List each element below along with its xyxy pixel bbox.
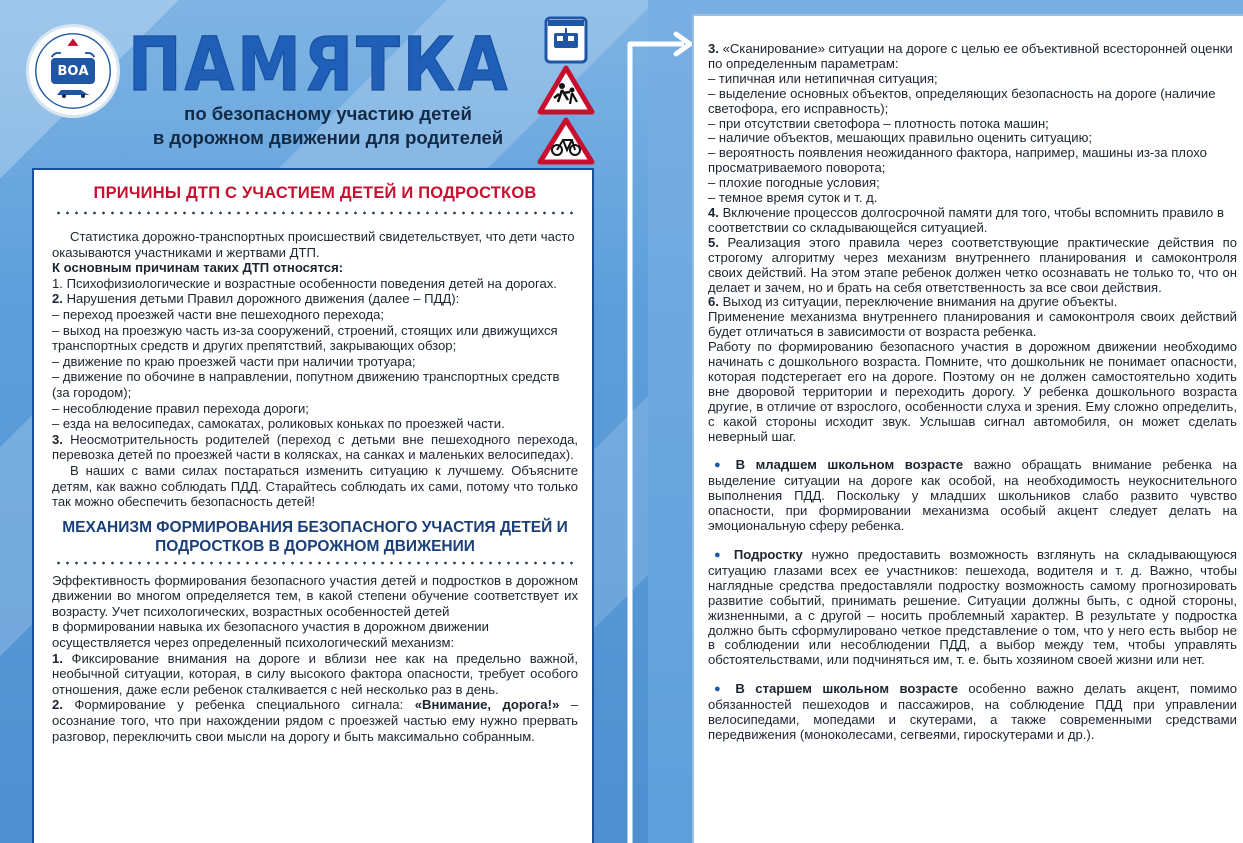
apply-paragraph: Применение механизма внутреннего планирования и самоконтроля своих действий будет отличаться в зависимости от возраста ребенка. bbox=[708, 309, 1237, 340]
efficiency-paragraph: Эффективность формирования безопасного участия детей и подростков в дорожном движении во многом определяется тем, в какой степени обучение соответствует их возрасту. Учет психологических, возрастных особенностей детей bbox=[52, 572, 578, 619]
mechanism-2 bbox=[52, 697, 578, 744]
cause-2-item: – движение по обочине в направлении, попутном движению транспортных средств (за городом); bbox=[52, 369, 560, 400]
junior-school-label: В младшем школьном возрасте bbox=[735, 457, 964, 473]
step-3-item: – при отсутствии светофора – плотность потока машин; bbox=[708, 115, 1049, 131]
road-signs bbox=[532, 16, 596, 166]
step-5 bbox=[708, 236, 1237, 296]
junior-school-text: важно обращать внимание ребенка на выделение ситуации на дороге как особой, на необходимость неукоснительного выполнения ПДД. Поскольку у младших школьников слабо развито чувство опасности, при формировании механизма особый акцент следует делать на эмоциональную сферу ребенка. bbox=[708, 457, 1237, 534]
formation-paragraph: в формировании навыка их безопасного участия в дорожном движении осуществляется через определенный психологический механизм: bbox=[52, 619, 489, 651]
causes-card bbox=[32, 168, 594, 843]
preschool-paragraph: Работу по формированию безопасного участия в дорожном движении необходимо начинать с дошкольного возраста. Помните, что дошкольник не понимает опасности, которая подстерегает его на дороге. Поэтому он не должен самостоятельно ходить вне дворовой территории и переходить дорогу. У ребенка дошкольного возраста другие, в отличие от взрослого, особенности слуха и зрения. Ему сложно определить, с какой стороны исходит звук. Услышав сигнал автомобиля, он может сделать неверный шаг. bbox=[708, 339, 1237, 444]
step-3-num: 3. bbox=[708, 41, 719, 56]
cause-2-item: – выход на проезжую часть из-за сооружений, строений, стоящих или движущихся транспортных средств и других препятствий, закрывающих обзор; bbox=[52, 322, 558, 354]
cause-3-text: Неосмотрительность родителей (переход с детьми вне пешеходного перехода, перевозка детей по проезжей части в колясках, на санках и маленьких велосипедах). bbox=[52, 431, 578, 463]
step-3-item: – наличие объектов, мешающих правильно оценить ситуацию; bbox=[708, 130, 1093, 146]
junior-school-bullet bbox=[708, 458, 1237, 534]
spacer bbox=[708, 668, 1237, 682]
page-title: ПАМЯТКА bbox=[128, 23, 511, 109]
step-6-text: Выход из ситуации, переключение внимания на другие объекты. bbox=[722, 294, 1118, 310]
dotted-divider bbox=[54, 559, 576, 567]
subtitle-line-2: в дорожном движении для родителей bbox=[152, 127, 504, 148]
mechanism-2-num: 2. bbox=[52, 697, 63, 713]
cause-2-text: Нарушения детьми Правил дорожного движения (далее – ПДД): bbox=[66, 291, 460, 307]
step-3-item: – выделение основных объектов, определяющих безопасность на дороге (наличие светофора, его исправность); bbox=[708, 85, 1216, 116]
mechanism-1-num: 1. bbox=[52, 650, 63, 666]
senior-school-label: В старшем школьном возрасте bbox=[735, 681, 958, 697]
mechanism-2-text-c: – осознание того, что при нахождении рядом с проезжей частью ему нужно прервать разговор, переключить свои мысли на дорогу и быть максимально собранным. bbox=[52, 697, 578, 744]
stats-paragraph: Статистика дорожно-транспортных происшествий свидетельствует, что дети часто оказываются участниками и жертвами ДТП. bbox=[52, 229, 575, 260]
step-4-text: Включение процессов долгосрочной памяти для того, чтобы вспомнить правило в соответствии со складывающейся ситуацией. bbox=[708, 204, 1224, 235]
spacer bbox=[708, 444, 1237, 458]
cause-3-num: 3. bbox=[52, 431, 63, 447]
continuation-arrow-icon bbox=[618, 30, 698, 843]
page-subtitle bbox=[128, 102, 528, 150]
logo-badge: ВОА bbox=[51, 58, 95, 84]
tram-stop-sign-icon bbox=[546, 18, 586, 62]
senior-school-bullet bbox=[708, 682, 1237, 743]
cause-2-num: 2. bbox=[52, 291, 63, 307]
cause-3 bbox=[52, 432, 578, 463]
causes-heading: ПРИЧИНЫ ДТП С УЧАСТИЕМ ДЕТЕЙ И ПОДРОСТКОВ bbox=[93, 184, 537, 202]
attention-signal: «Внимание, дорога!» bbox=[414, 697, 560, 713]
bicycle-warning-sign-icon bbox=[540, 120, 592, 162]
logo-ring-icon bbox=[33, 31, 113, 111]
step-3-item: – вероятность появления неожиданного фактора, например, машины из-за плохо просматриваемого поворота; bbox=[708, 145, 1207, 176]
mechanism-1 bbox=[52, 651, 578, 698]
subtitle-line-1: по безопасному участию детей bbox=[184, 103, 472, 124]
children-warning-sign-icon bbox=[540, 68, 592, 112]
voa-logo bbox=[26, 24, 120, 118]
step-3 bbox=[708, 42, 1237, 72]
causes-intro: К основным причинам таких ДТП относятся: bbox=[52, 260, 344, 276]
step-6 bbox=[708, 295, 1237, 310]
cause-1-num: 1. bbox=[52, 275, 63, 291]
teenager-bullet bbox=[708, 548, 1237, 668]
cause-1 bbox=[52, 276, 578, 292]
appeal-paragraph: В наших с вами силах постараться изменить ситуацию к лучшему. Объясните детям, как важно соблюдать ПДД. Старайтесь соблюдать их сами, потому что только так можно обеспечить безопасность детей! bbox=[52, 462, 578, 510]
cause-1-text: Психофизиологические и возрастные особенности поведения детей на дорогах. bbox=[66, 275, 557, 291]
cause-2-item: – движение по краю проезжей части при наличии тротуара; bbox=[52, 353, 416, 369]
cause-2-item: – езда на велосипедах, самокатах, роликовых коньках по проезжей части. bbox=[52, 416, 505, 432]
step-5-num: 5. bbox=[708, 234, 719, 250]
step-6-num: 6. bbox=[708, 294, 719, 310]
teenager-label: Подростку bbox=[733, 547, 803, 562]
step-3-text: «Сканирование» ситуации на дороге с целью ее объективной всесторонней оценки по определенным параметрам: bbox=[708, 41, 1233, 71]
spacer bbox=[708, 534, 1237, 548]
cause-2 bbox=[52, 291, 578, 307]
step-3-item: – темное время суток и т. д. bbox=[708, 190, 878, 206]
step-5-text: Реализация этого правила через соответствующие практические действия по строгому алгоритму через механизм внутреннего планирования и самоконтроля своих действий. На этом этапе ребенок должен четко осознавать не только то, что он делает и зачем, но и брать на себя ответственность за все свои действия. bbox=[708, 234, 1238, 295]
cause-2-item: – переход проезжей части вне пешеходного перехода; bbox=[52, 306, 385, 322]
mechanism-continued-card bbox=[692, 14, 1243, 843]
teenager-text: нужно предоставить возможность взглянуть на складывающуюся ситуацию глазами всех ее участников: пешехода, водителя и т. д. Важно, чтобы наглядные средства предоставляли подростку возможность самому прогнозировать развитие событий, принимать решение. Ситуации должны быть, с одной стороны, жизненными, а с другой – носить проблемный характер. В результате у подростка должно быть сформулировано четкое представление о том, что у него есть выбор не в соблюдении или несоблюдении ПДД, а выбор между тем, чтобы управлять обстоятельствами, или подчиняться им, т. е. быть хозяином своей жизни или нет. bbox=[708, 547, 1237, 668]
mechanism-1-text: Фиксирование внимания на дороге и вблизи нее как на предельно важной, необычной ситуации, которая, в силу высокого фактора опасности, требует особого отношения, даже если ребенок сталкивается с ней несколько раз в день. bbox=[52, 650, 579, 697]
step-4-num: 4. bbox=[708, 204, 719, 220]
step-4 bbox=[708, 206, 1237, 236]
mechanism-2-text-a: Формирование у ребенка специального сигнала: bbox=[74, 697, 415, 713]
mechanism-heading: МЕХАНИЗМ ФОРМИРОВАНИЯ БЕЗОПАСНОГО УЧАСТИЯ ДЕТЕЙ И ПОДРОСТКОВ В ДОРОЖНОМ ДВИЖЕНИИ bbox=[62, 518, 568, 555]
step-3-item: – типичная или нетипичная ситуация; bbox=[708, 70, 938, 86]
step-3-item: – плохие погодные условия; bbox=[708, 175, 880, 191]
dotted-divider bbox=[54, 209, 576, 217]
cause-2-item: – несоблюдение правил перехода дороги; bbox=[52, 400, 309, 416]
senior-school-text: особенно важно делать акцент, помимо обязанностей пешеходов и пассажиров, на соблюдение ПДД при управлении велосипедами, мопедами и скутерами, а также современными средствами передвижения (моноколесами, сегвеями, гироскутерами и др.). bbox=[708, 681, 1237, 742]
